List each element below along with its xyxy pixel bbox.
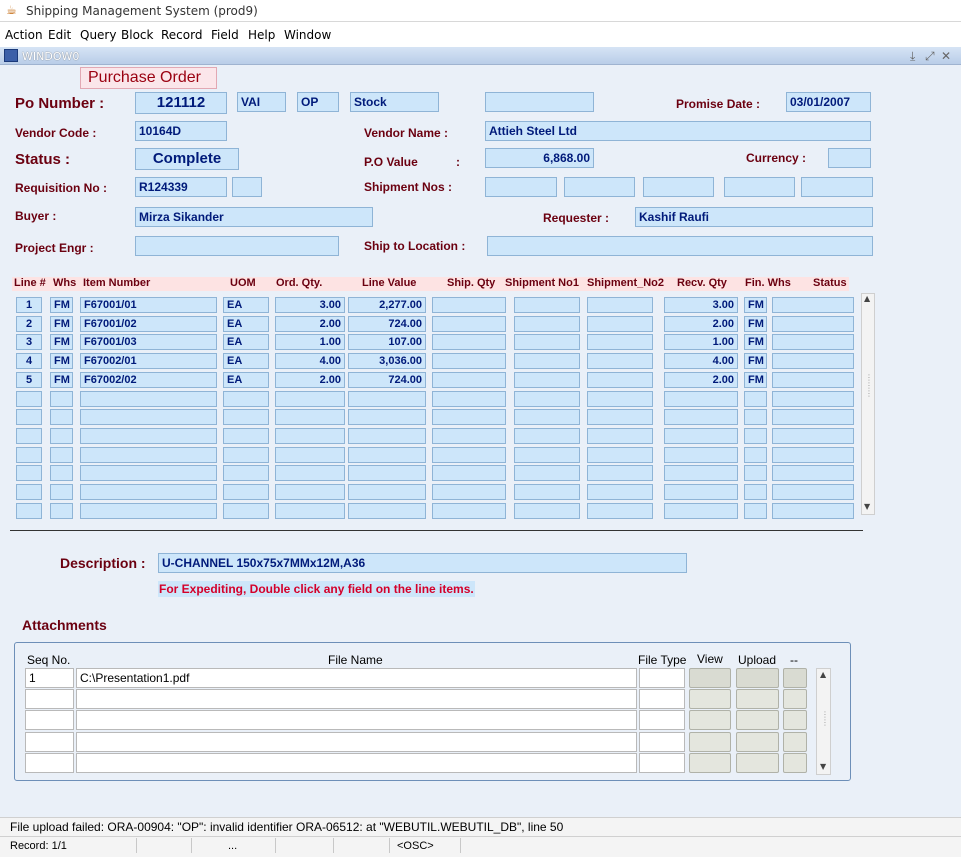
po-value-label: P.O Value <box>364 155 418 169</box>
po-value-colon: : <box>456 155 460 169</box>
uom-cell[interactable] <box>223 503 269 519</box>
status-separator <box>460 838 461 853</box>
recv-qty-cell[interactable] <box>664 428 738 444</box>
ship-qty-cell[interactable] <box>432 297 506 313</box>
status-separator <box>389 838 390 853</box>
upload-button[interactable] <box>736 689 779 709</box>
close-icon[interactable]: ✕ <box>941 49 952 63</box>
line-items-scrollbar[interactable] <box>861 293 875 515</box>
view-button[interactable] <box>689 710 731 730</box>
line-value-cell[interactable]: 107.00 <box>348 334 426 350</box>
uom-cell[interactable] <box>223 428 269 444</box>
po-number-label: Po Number : <box>15 95 105 112</box>
seq-no-field[interactable]: 1 <box>25 668 74 688</box>
ord-qty-cell[interactable]: 2.00 <box>275 372 345 388</box>
shipment-no2-cell[interactable] <box>587 372 653 388</box>
item-number-cell[interactable] <box>80 484 217 500</box>
fin-whs-cell[interactable] <box>744 503 767 519</box>
item-number-cell[interactable]: F67001/03 <box>80 334 217 350</box>
fin-whs-cell[interactable] <box>744 484 767 500</box>
line-no-cell[interactable]: 2 <box>16 316 42 332</box>
menu-field[interactable]: Field <box>211 28 239 42</box>
po-extra-field[interactable] <box>485 92 594 112</box>
file-name-field[interactable] <box>76 689 637 709</box>
status-message: File upload failed: ORA-00904: "OP": invalid identifier ORA-06512: at "WEBUTIL.WEBUTIL_DB", line 50 <box>0 817 961 836</box>
upload-button[interactable] <box>736 710 779 730</box>
ship-qty-cell[interactable] <box>432 428 506 444</box>
shipment-no2-cell[interactable] <box>587 447 653 463</box>
line-value-cell[interactable]: 2,277.00 <box>348 297 426 313</box>
ship-to-label: Ship to Location : <box>364 239 466 253</box>
java-icon: ☕ <box>6 3 17 17</box>
scroll-grip-icon[interactable]: ⋮ ⋮ ⋮ <box>865 373 873 398</box>
status-cell[interactable] <box>772 465 854 481</box>
line-value-cell[interactable] <box>348 391 426 407</box>
misc-button[interactable] <box>783 668 807 688</box>
currency-field[interactable] <box>828 148 871 168</box>
promise-date-label: Promise Date : <box>676 97 761 111</box>
line-no-cell[interactable] <box>16 391 42 407</box>
ship-qty-cell[interactable] <box>432 372 506 388</box>
view-button[interactable] <box>689 753 731 773</box>
status-cell[interactable] <box>772 391 854 407</box>
status-cell[interactable] <box>772 503 854 519</box>
whs-cell[interactable]: FM <box>50 372 73 388</box>
description-label: Description : <box>60 555 146 571</box>
recv-qty-cell[interactable] <box>664 465 738 481</box>
window-icon <box>4 49 18 62</box>
whs-cell[interactable] <box>50 447 73 463</box>
whs-cell[interactable]: FM <box>50 353 73 369</box>
scroll-up-icon[interactable]: ▲ <box>820 670 827 679</box>
shipment-no1-cell[interactable] <box>514 353 580 369</box>
ship-qty-cell[interactable] <box>432 391 506 407</box>
shipment-no2-cell[interactable] <box>587 484 653 500</box>
scroll-up-icon[interactable]: ▲ <box>864 294 871 303</box>
recv-qty-cell[interactable]: 2.00 <box>664 316 738 332</box>
vendor-name-field[interactable]: Attieh Steel Ltd <box>485 121 871 141</box>
currency-label: Currency : <box>746 151 807 165</box>
fin-whs-cell[interactable] <box>744 409 767 425</box>
shipment-no1-cell[interactable] <box>514 297 580 313</box>
app-title: Shipping Management System (prod9) <box>26 4 258 18</box>
item-number-cell[interactable] <box>80 428 217 444</box>
status-field[interactable]: Complete <box>135 148 239 170</box>
col-header-recv-qty: Recv. Qty <box>677 277 727 289</box>
buyer-label: Buyer : <box>15 209 57 223</box>
item-number-cell[interactable] <box>80 447 217 463</box>
mode-indicator: <OSC> <box>397 840 434 852</box>
status-label: Status : <box>15 151 71 168</box>
status-separator <box>275 838 276 853</box>
uom-cell[interactable]: EA <box>223 334 269 350</box>
status-bar <box>0 836 961 857</box>
recv-qty-cell[interactable]: 1.00 <box>664 334 738 350</box>
whs-cell[interactable] <box>50 484 73 500</box>
att-header-misc: -- <box>790 653 798 667</box>
file-type-field[interactable] <box>639 732 685 752</box>
shipment-no1-cell[interactable] <box>514 428 580 444</box>
att-header-view: View <box>697 652 723 666</box>
ord-qty-cell[interactable] <box>275 409 345 425</box>
requisition-extra-field[interactable] <box>232 177 262 197</box>
fin-whs-cell[interactable] <box>744 428 767 444</box>
requisition-label: Requisition No : <box>15 181 107 195</box>
shipment-no-field[interactable] <box>564 177 635 197</box>
fin-whs-cell[interactable] <box>744 447 767 463</box>
seq-no-field[interactable] <box>25 753 74 773</box>
project-engr-field[interactable] <box>135 236 339 256</box>
item-number-cell[interactable]: F67001/02 <box>80 316 217 332</box>
scroll-down-icon[interactable]: ▼ <box>864 502 871 511</box>
scroll-down-icon[interactable]: ▼ <box>820 762 827 771</box>
shipment-no-field[interactable] <box>643 177 714 197</box>
shipment-no1-cell[interactable] <box>514 447 580 463</box>
ship-qty-cell[interactable] <box>432 353 506 369</box>
menu-action[interactable]: Action <box>5 28 43 42</box>
ord-qty-cell[interactable]: 1.00 <box>275 334 345 350</box>
ship-qty-cell[interactable] <box>432 409 506 425</box>
misc-button[interactable] <box>783 710 807 730</box>
title-bar <box>0 0 961 22</box>
line-value-cell[interactable]: 724.00 <box>348 372 426 388</box>
whs-cell[interactable] <box>50 409 73 425</box>
file-name-field[interactable] <box>76 710 637 730</box>
vendor-code-label: Vendor Code : <box>15 126 97 140</box>
status-cell[interactable] <box>772 316 854 332</box>
line-no-cell[interactable]: 4 <box>16 353 42 369</box>
col-header-line: Line # <box>14 277 46 289</box>
col-header-status: Status <box>813 277 847 289</box>
whs-cell[interactable]: FM <box>50 297 73 313</box>
uom-cell[interactable]: EA <box>223 316 269 332</box>
view-button[interactable] <box>689 732 731 752</box>
scroll-grip-icon[interactable]: ⋮ ⋮ <box>821 710 829 727</box>
whs-cell[interactable] <box>50 503 73 519</box>
menu-block[interactable]: Block <box>121 28 154 42</box>
col-header-item: Item Number <box>83 277 151 289</box>
shipment-no2-cell[interactable] <box>587 391 653 407</box>
ship-qty-cell[interactable] <box>432 465 506 481</box>
ord-qty-cell[interactable] <box>275 428 345 444</box>
status-cell[interactable] <box>772 297 854 313</box>
att-header-upload: Upload <box>738 653 777 667</box>
file-name-field[interactable] <box>76 732 637 752</box>
file-type-field[interactable] <box>639 710 685 730</box>
description-field[interactable]: U-CHANNEL 150x75x7MMx12M,A36 <box>158 553 687 573</box>
line-value-cell[interactable] <box>348 503 426 519</box>
recv-qty-cell[interactable] <box>664 409 738 425</box>
po-type2-field[interactable]: OP <box>297 92 339 112</box>
item-number-cell[interactable] <box>80 391 217 407</box>
line-no-cell[interactable] <box>16 409 42 425</box>
shipment-no-field[interactable] <box>724 177 795 197</box>
line-value-cell[interactable] <box>348 465 426 481</box>
window-title: WINDOW0 <box>22 50 80 63</box>
status-cell[interactable] <box>772 484 854 500</box>
recv-qty-cell[interactable]: 4.00 <box>664 353 738 369</box>
requisition-field[interactable]: R124339 <box>135 177 227 197</box>
whs-cell[interactable] <box>50 428 73 444</box>
ord-qty-cell[interactable] <box>275 391 345 407</box>
line-value-cell[interactable] <box>348 447 426 463</box>
whs-cell[interactable] <box>50 465 73 481</box>
upload-button[interactable] <box>736 753 779 773</box>
recv-qty-cell[interactable]: 3.00 <box>664 297 738 313</box>
view-button[interactable] <box>689 668 731 688</box>
seq-no-field[interactable] <box>25 710 74 730</box>
shipment-no1-cell[interactable] <box>514 484 580 500</box>
line-no-cell[interactable] <box>16 447 42 463</box>
menu-help[interactable]: Help <box>248 28 276 42</box>
menu-edit[interactable]: Edit <box>48 28 72 42</box>
upload-button[interactable] <box>736 668 779 688</box>
fin-whs-cell[interactable]: FM <box>744 353 767 369</box>
shipment-no1-cell[interactable] <box>514 334 580 350</box>
line-value-cell[interactable] <box>348 428 426 444</box>
uom-cell[interactable] <box>223 391 269 407</box>
recv-qty-cell[interactable] <box>664 447 738 463</box>
line-value-cell[interactable] <box>348 409 426 425</box>
file-name-field[interactable] <box>76 753 637 773</box>
vendor-code-field[interactable]: 10164D <box>135 121 227 141</box>
file-type-field[interactable] <box>639 689 685 709</box>
shipment-no2-cell[interactable] <box>587 465 653 481</box>
item-number-cell[interactable]: F67002/01 <box>80 353 217 369</box>
fin-whs-cell[interactable]: FM <box>744 334 767 350</box>
purchase-order-tab[interactable]: Purchase Order <box>80 67 217 89</box>
uom-cell[interactable]: EA <box>223 297 269 313</box>
line-no-cell[interactable]: 5 <box>16 372 42 388</box>
expediting-hint: For Expediting, Double click any field on the line items. <box>159 582 474 596</box>
ord-qty-cell[interactable]: 4.00 <box>275 353 345 369</box>
uom-cell[interactable]: EA <box>223 372 269 388</box>
fin-whs-cell[interactable] <box>744 465 767 481</box>
requester-label: Requester : <box>543 211 610 225</box>
misc-button[interactable] <box>783 753 807 773</box>
uom-cell[interactable] <box>223 465 269 481</box>
shipment-no2-cell[interactable] <box>587 503 653 519</box>
shipment-no1-cell[interactable] <box>514 391 580 407</box>
fin-whs-cell[interactable]: FM <box>744 297 767 313</box>
uom-cell[interactable] <box>223 447 269 463</box>
divider <box>10 530 863 531</box>
line-no-cell[interactable] <box>16 428 42 444</box>
shipment-no2-cell[interactable] <box>587 353 653 369</box>
file-type-field[interactable] <box>639 668 685 688</box>
po-type1-field[interactable]: VAI <box>237 92 286 112</box>
fin-whs-cell[interactable]: FM <box>744 316 767 332</box>
col-header-ship-qty: Ship. Qty <box>447 277 496 289</box>
col-header-ord-qty: Ord. Qty. <box>276 277 323 289</box>
whs-cell[interactable] <box>50 391 73 407</box>
col-header-whs: Whs <box>53 277 77 289</box>
attachments-scrollbar[interactable] <box>816 668 831 775</box>
shipment-no1-cell[interactable] <box>514 316 580 332</box>
col-header-shipment-no2: Shipment_No2 <box>587 277 665 289</box>
line-no-cell[interactable] <box>16 503 42 519</box>
whs-cell[interactable]: FM <box>50 316 73 332</box>
shipment-no1-cell[interactable] <box>514 409 580 425</box>
ord-qty-cell[interactable] <box>275 503 345 519</box>
ship-qty-cell[interactable] <box>432 503 506 519</box>
col-header-line-value: Line Value <box>362 277 417 289</box>
file-name-field[interactable]: C:\Presentation1.pdf <box>76 668 637 688</box>
ord-qty-cell[interactable] <box>275 447 345 463</box>
ord-qty-cell[interactable]: 2.00 <box>275 316 345 332</box>
uom-cell[interactable]: EA <box>223 353 269 369</box>
misc-button[interactable] <box>783 689 807 709</box>
item-number-cell[interactable] <box>80 465 217 481</box>
status-cell[interactable] <box>772 353 854 369</box>
window-title-bar <box>0 47 961 65</box>
col-header-uom: UOM <box>230 277 256 289</box>
record-indicator: Record: 1/1 <box>10 840 67 852</box>
ship-to-field[interactable] <box>487 236 873 256</box>
minimize-icon[interactable]: ⤓ <box>910 49 916 63</box>
item-number-cell[interactable] <box>80 409 217 425</box>
fin-whs-cell[interactable]: FM <box>744 372 767 388</box>
menu-record[interactable]: Record <box>161 28 203 42</box>
po-category-field[interactable]: Stock <box>350 92 439 112</box>
line-no-cell[interactable] <box>16 465 42 481</box>
requester-field[interactable]: Kashif Raufi <box>635 207 873 227</box>
status-separator <box>333 838 334 853</box>
status-separator <box>191 838 192 853</box>
item-number-cell[interactable]: F67002/02 <box>80 372 217 388</box>
shipment-no2-cell[interactable] <box>587 334 653 350</box>
maximize-icon[interactable]: ⤢ <box>925 49 935 63</box>
po-value-field[interactable]: 6,868.00 <box>485 148 594 168</box>
line-no-cell[interactable] <box>16 484 42 500</box>
shipment-no2-cell[interactable] <box>587 316 653 332</box>
line-value-cell[interactable]: 3,036.00 <box>348 353 426 369</box>
ord-qty-cell[interactable]: 3.00 <box>275 297 345 313</box>
uom-cell[interactable] <box>223 409 269 425</box>
po-number-field[interactable]: 121112 <box>135 92 227 114</box>
col-header-shipment-no1: Shipment No1 <box>505 277 579 289</box>
fin-whs-cell[interactable] <box>744 391 767 407</box>
shipment-no1-cell[interactable] <box>514 465 580 481</box>
recv-qty-cell[interactable] <box>664 484 738 500</box>
status-ellipsis: ... <box>228 840 238 852</box>
whs-cell[interactable]: FM <box>50 334 73 350</box>
upload-button[interactable] <box>736 732 779 752</box>
shipment-no-field[interactable] <box>485 177 557 197</box>
ship-qty-cell[interactable] <box>432 334 506 350</box>
ship-qty-cell[interactable] <box>432 447 506 463</box>
line-no-cell[interactable]: 3 <box>16 334 42 350</box>
ship-qty-cell[interactable] <box>432 316 506 332</box>
shipment-no2-cell[interactable] <box>587 428 653 444</box>
shipment-no1-cell[interactable] <box>514 372 580 388</box>
menu-window[interactable]: Window <box>284 28 332 42</box>
col-header-fin-whs: Fin. Whs <box>745 277 791 289</box>
att-header-seq: Seq No. <box>27 653 71 667</box>
promise-date-field[interactable]: 03/01/2007 <box>786 92 871 112</box>
recv-qty-cell[interactable] <box>664 391 738 407</box>
status-cell[interactable] <box>772 428 854 444</box>
view-button[interactable] <box>689 689 731 709</box>
project-engr-label: Project Engr : <box>15 241 94 255</box>
line-no-cell[interactable]: 1 <box>16 297 42 313</box>
buyer-field[interactable]: Mirza Sikander <box>135 207 373 227</box>
status-cell[interactable] <box>772 447 854 463</box>
menu-bar <box>0 24 961 46</box>
shipment-nos-label: Shipment Nos : <box>364 180 453 194</box>
file-type-field[interactable] <box>639 753 685 773</box>
attachments-title: Attachments <box>22 617 107 633</box>
ship-qty-cell[interactable] <box>432 484 506 500</box>
item-number-cell[interactable] <box>80 503 217 519</box>
seq-no-field[interactable] <box>25 689 74 709</box>
status-separator <box>136 838 137 853</box>
shipment-no2-cell[interactable] <box>587 409 653 425</box>
line-value-cell[interactable] <box>348 484 426 500</box>
att-header-file: File Name <box>328 653 383 667</box>
misc-button[interactable] <box>783 732 807 752</box>
status-cell[interactable] <box>772 409 854 425</box>
shipment-no1-cell[interactable] <box>514 503 580 519</box>
att-header-type: File Type <box>638 653 687 667</box>
shipment-no-field[interactable] <box>801 177 873 197</box>
ord-qty-cell[interactable] <box>275 465 345 481</box>
ord-qty-cell[interactable] <box>275 484 345 500</box>
recv-qty-cell[interactable] <box>664 503 738 519</box>
item-number-cell[interactable]: F67001/01 <box>80 297 217 313</box>
status-cell[interactable] <box>772 334 854 350</box>
line-value-cell[interactable]: 724.00 <box>348 316 426 332</box>
uom-cell[interactable] <box>223 484 269 500</box>
status-cell[interactable] <box>772 372 854 388</box>
vendor-name-label: Vendor Name : <box>364 126 449 140</box>
shipment-no2-cell[interactable] <box>587 297 653 313</box>
menu-query[interactable]: Query <box>80 28 117 42</box>
seq-no-field[interactable] <box>25 732 74 752</box>
recv-qty-cell[interactable]: 2.00 <box>664 372 738 388</box>
